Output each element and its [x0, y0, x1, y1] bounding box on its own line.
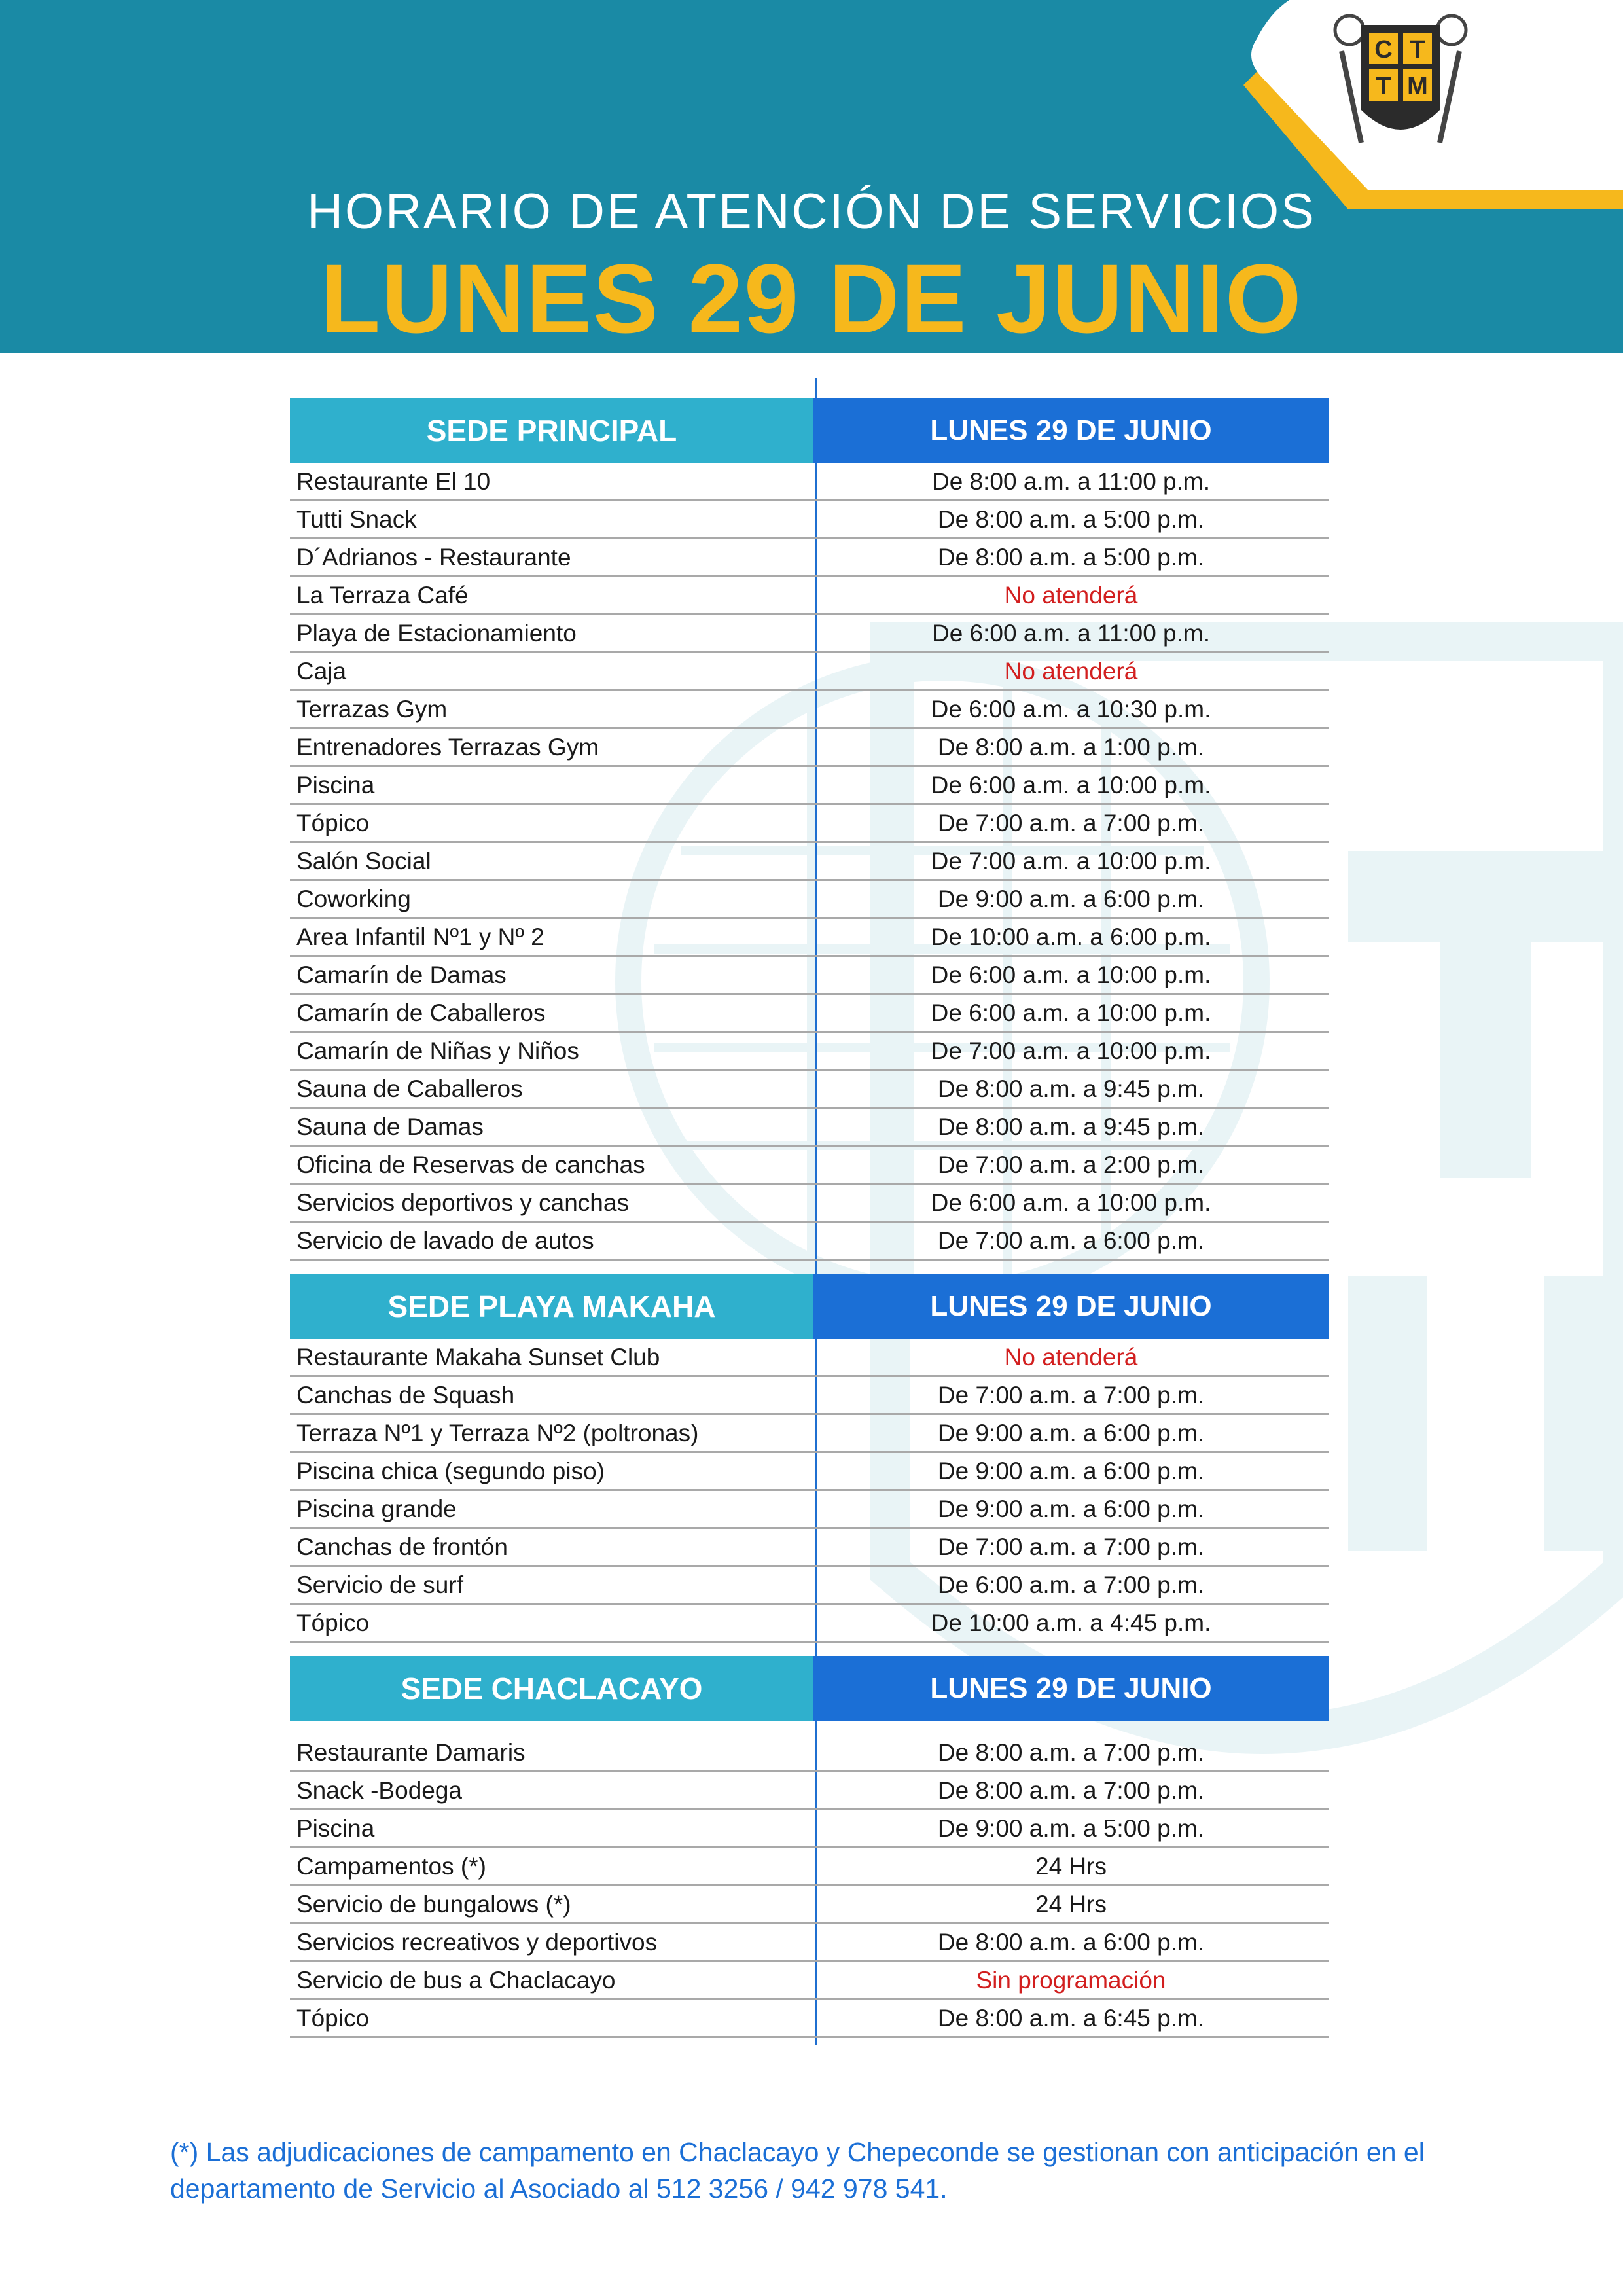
service-hours: No atenderá	[1004, 581, 1138, 609]
sede-header	[290, 398, 1329, 463]
service-name: Piscina	[296, 1814, 375, 1842]
table-row	[290, 1962, 1329, 2000]
footnote	[170, 2134, 1479, 2207]
table-row	[290, 767, 1329, 805]
service-hours: De 6:00 a.m. a 7:00 p.m.	[937, 1571, 1205, 1598]
service-name: Area Infantil Nº1 y Nº 2	[296, 923, 544, 950]
service-name: D´Adrianos - Restaurante	[296, 543, 571, 571]
service-hours: De 6:00 a.m. a 10:00 p.m.	[931, 999, 1211, 1026]
table-row	[290, 691, 1329, 729]
sede-name: SEDE PRINCIPAL	[290, 398, 813, 463]
service-hours: De 7:00 a.m. a 10:00 p.m.	[931, 847, 1211, 874]
service-hours: De 9:00 a.m. a 6:00 p.m.	[937, 1457, 1205, 1484]
table-row	[290, 539, 1329, 577]
service-hours: De 9:00 a.m. a 5:00 p.m.	[937, 1814, 1205, 1842]
service-name: Entrenadores Terrazas Gym	[296, 733, 599, 761]
table-row	[290, 1605, 1329, 1643]
table-row	[290, 2000, 1329, 2038]
service-name: Oficina de Reservas de canchas	[296, 1151, 645, 1178]
service-name: Tópico	[296, 2004, 370, 2032]
service-hours: De 6:00 a.m. a 10:00 p.m.	[931, 1189, 1211, 1216]
service-name: Servicios recreativos y deportivos	[296, 1928, 658, 1956]
table-row	[290, 1567, 1329, 1605]
table-row	[290, 1491, 1329, 1529]
service-name: Camarín de Niñas y Niños	[296, 1037, 579, 1064]
service-name: Canchas de Squash	[296, 1381, 515, 1408]
service-hours: De 7:00 a.m. a 7:00 p.m.	[937, 1533, 1205, 1560]
table-row	[290, 1848, 1329, 1886]
service-name: Tópico	[296, 1609, 370, 1636]
sede-header	[290, 1656, 1329, 1721]
table-row	[290, 995, 1329, 1033]
service-name: Restaurante Damaris	[296, 1738, 526, 1766]
logo-letter-t1: T	[1410, 36, 1425, 63]
sede-date: LUNES 29 DE JUNIO	[813, 1656, 1329, 1721]
service-hours: De 9:00 a.m. a 6:00 p.m.	[937, 1419, 1205, 1446]
table-row	[290, 1033, 1329, 1071]
table-row	[290, 1377, 1329, 1415]
sede-name: SEDE PLAYA MAKAHA	[290, 1274, 813, 1339]
service-name: Terrazas Gym	[296, 695, 448, 723]
schedule-table	[290, 378, 1329, 2038]
service-hours: De 8:00 a.m. a 5:00 p.m.	[937, 505, 1205, 533]
service-hours: De 8:00 a.m. a 9:45 p.m.	[937, 1113, 1205, 1140]
table-row	[290, 463, 1329, 501]
service-name: Servicio de surf	[296, 1571, 463, 1598]
service-hours: De 6:00 a.m. a 10:00 p.m.	[931, 771, 1211, 798]
service-hours: De 7:00 a.m. a 7:00 p.m.	[937, 1381, 1205, 1408]
service-hours: De 9:00 a.m. a 6:00 p.m.	[937, 1495, 1205, 1522]
service-name: Restaurante El 10	[296, 467, 491, 495]
service-name: Caja	[296, 657, 347, 685]
sede-date: LUNES 29 DE JUNIO	[813, 398, 1329, 463]
club-logo	[1217, 0, 1623, 209]
table-row	[290, 1529, 1329, 1567]
header-title: LUNES 29 DE JUNIO	[320, 243, 1303, 353]
service-hours: De 8:00 a.m. a 7:00 p.m.	[937, 1738, 1205, 1766]
service-hours: De 8:00 a.m. a 11:00 p.m.	[931, 467, 1211, 495]
table-row	[290, 1071, 1329, 1109]
service-hours: De 8:00 a.m. a 6:45 p.m.	[937, 2004, 1205, 2032]
service-hours: De 6:00 a.m. a 11:00 p.m.	[931, 619, 1211, 647]
service-hours: Sin programación	[976, 1966, 1166, 1994]
table-row	[290, 1772, 1329, 1810]
service-name: Terraza Nº1 y Terraza Nº2 (poltronas)	[296, 1419, 699, 1446]
service-name: Tópico	[296, 809, 370, 836]
logo-letter-t2: T	[1376, 73, 1391, 100]
service-name: Servicio de bus a Chaclacayo	[296, 1966, 616, 1994]
table-row	[290, 1223, 1329, 1261]
service-name: Campamentos (*)	[296, 1852, 486, 1880]
service-name: Sauna de Caballeros	[296, 1075, 523, 1102]
table-row	[290, 653, 1329, 691]
service-name: Servicios deportivos y canchas	[296, 1189, 629, 1216]
table-row	[290, 805, 1329, 843]
service-hours: De 10:00 a.m. a 4:45 p.m.	[931, 1609, 1211, 1636]
table-row	[290, 1810, 1329, 1848]
sede-header	[290, 1274, 1329, 1339]
service-hours: De 7:00 a.m. a 2:00 p.m.	[937, 1151, 1205, 1178]
table-row	[290, 501, 1329, 539]
service-hours: No atenderá	[1004, 657, 1138, 685]
table-row	[290, 1734, 1329, 1772]
service-hours: De 7:00 a.m. a 10:00 p.m.	[931, 1037, 1211, 1064]
service-hours: De 7:00 a.m. a 7:00 p.m.	[937, 809, 1205, 836]
service-hours: De 8:00 a.m. a 5:00 p.m.	[937, 543, 1205, 571]
service-name: Camarín de Damas	[296, 961, 507, 988]
service-name: Salón Social	[296, 847, 431, 874]
sede-date: LUNES 29 DE JUNIO	[813, 1274, 1329, 1339]
service-hours: De 6:00 a.m. a 10:00 p.m.	[931, 961, 1211, 988]
service-name: Coworking	[296, 885, 411, 912]
service-name: Piscina chica (segundo piso)	[296, 1457, 605, 1484]
service-hours: 24 Hrs	[1035, 1890, 1107, 1918]
spacer	[290, 1721, 1329, 1734]
service-hours: De 8:00 a.m. a 7:00 p.m.	[937, 1776, 1205, 1804]
service-name: Tutti Snack	[296, 505, 417, 533]
service-name: Servicio de bungalows (*)	[296, 1890, 571, 1918]
table-row	[290, 1453, 1329, 1491]
service-name: Playa de Estacionamiento	[296, 619, 577, 647]
service-name: Camarín de Caballeros	[296, 999, 546, 1026]
service-hours: De 7:00 a.m. a 6:00 p.m.	[937, 1227, 1205, 1254]
service-name: Restaurante Makaha Sunset Club	[296, 1343, 660, 1371]
table-row	[290, 1886, 1329, 1924]
service-hours: De 8:00 a.m. a 6:00 p.m.	[937, 1928, 1205, 1956]
header-subtitle: HORARIO DE ATENCIÓN DE SERVICIOS	[307, 184, 1316, 240]
table-row	[290, 1109, 1329, 1147]
table-row	[290, 1339, 1329, 1377]
service-name: Sauna de Damas	[296, 1113, 484, 1140]
table-row	[290, 729, 1329, 767]
service-hours: De 10:00 a.m. a 6:00 p.m.	[931, 923, 1211, 950]
header-banner	[0, 0, 1623, 353]
table-row	[290, 843, 1329, 881]
service-hours: 24 Hrs	[1035, 1852, 1107, 1880]
table-row	[290, 1924, 1329, 1962]
footnote-line1: (*) Las adjudicaciones de campamento en Chaclacayo y Chepeconde se gestionan con anticipación en el	[170, 2137, 1425, 2167]
footnote-line2: departamento de Servicio al Asociado al 512 3256 / 942 978 541.	[170, 2174, 948, 2204]
table-row	[290, 1415, 1329, 1453]
service-hours: De 6:00 a.m. a 10:30 p.m.	[931, 695, 1211, 723]
service-name: Servicio de lavado de autos	[296, 1227, 594, 1254]
logo-letter-c: C	[1374, 36, 1393, 63]
table-row	[290, 577, 1329, 615]
table-row	[290, 1185, 1329, 1223]
table-row	[290, 957, 1329, 995]
service-hours: De 9:00 a.m. a 6:00 p.m.	[937, 885, 1205, 912]
table-row	[290, 919, 1329, 957]
service-hours: No atenderá	[1004, 1343, 1138, 1371]
service-hours: De 8:00 a.m. a 9:45 p.m.	[937, 1075, 1205, 1102]
table-row	[290, 881, 1329, 919]
table-row	[290, 1147, 1329, 1185]
sede-name: SEDE CHACLACAYO	[290, 1656, 813, 1721]
service-name: Snack -Bodega	[296, 1776, 463, 1804]
service-name: Piscina grande	[296, 1495, 457, 1522]
table-row	[290, 615, 1329, 653]
service-hours: De 8:00 a.m. a 1:00 p.m.	[937, 733, 1205, 761]
service-name: Canchas de frontón	[296, 1533, 508, 1560]
service-name: Piscina	[296, 771, 375, 798]
logo-letter-m: M	[1407, 73, 1428, 100]
service-name: La Terraza Café	[296, 581, 469, 609]
